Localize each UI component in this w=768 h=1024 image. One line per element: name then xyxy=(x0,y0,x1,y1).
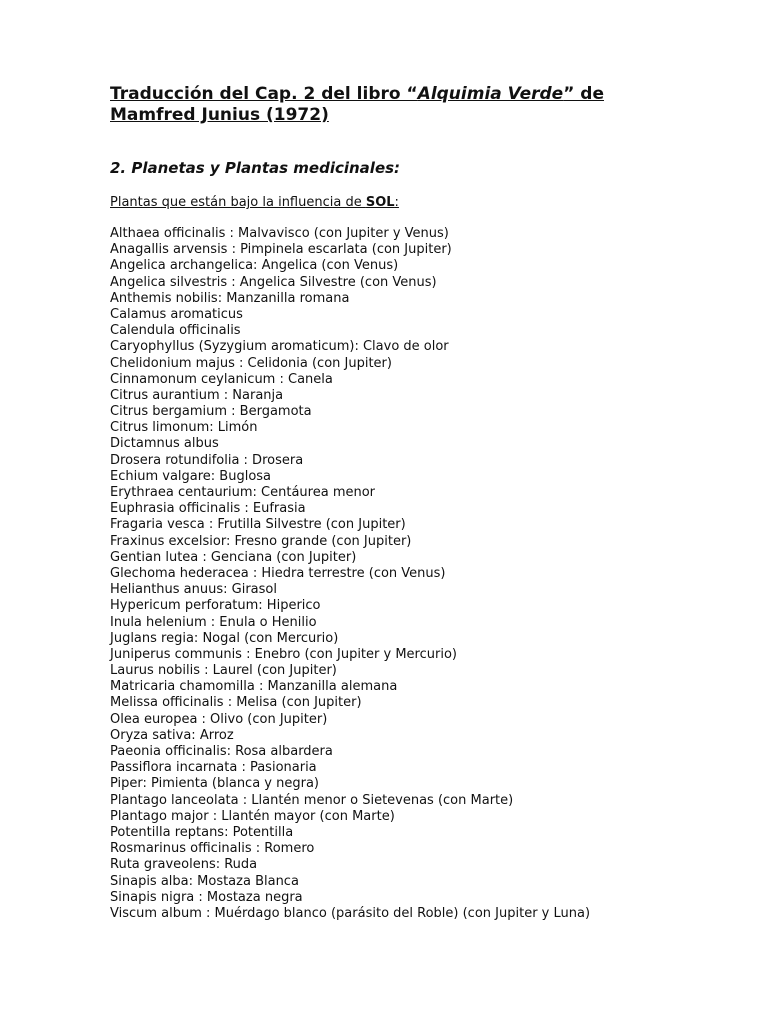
list-item: Calendula officinalis xyxy=(110,323,241,339)
list-item: Caryophyllus (Syzygium aromaticum): Clavo de olor xyxy=(110,339,449,355)
list-item: Laurus nobilis : Laurel (con Jupiter) xyxy=(110,663,337,679)
list-item: Inula helenium : Enula o Henilio xyxy=(110,614,317,630)
list-item: Plantago lanceolata : Llantén menor o Sietevenas (con Marte) xyxy=(110,792,514,808)
list-item: Fragaria vesca : Frutilla Silvestre (con Jupiter) xyxy=(110,517,406,533)
list-item: Erythraea centaurium: Centáurea menor xyxy=(110,485,376,500)
title-part1: Traducción del Cap. 2 del libro “ xyxy=(110,84,418,104)
list-item: Anagallis arvensis : Pimpinela escarlata (con Jupiter) xyxy=(110,242,452,258)
list-item: Ruta graveolens: Ruda xyxy=(110,857,258,873)
list-item: Juniperus communis : Enebro (con Jupiter y Mercurio) xyxy=(110,646,457,662)
subheading xyxy=(110,194,399,211)
list-item: Potentilla reptans: Potentilla xyxy=(110,824,294,840)
list-item: Sinapis nigra : Mostaza negra xyxy=(110,889,303,905)
list-item: Echium valgare: Buglosa xyxy=(110,468,272,484)
title-line2: Mamfred Junius (1972) xyxy=(110,105,329,125)
list-item: Passiflora incarnata : Pasionaria xyxy=(110,760,317,776)
list-item: Viscum album : Muérdago blanco (parásito del Roble) (con Jupiter y Luna) xyxy=(110,905,591,921)
list-item: Drosera rotundifolia : Drosera xyxy=(110,452,304,468)
list-item: Calamus aromaticus xyxy=(110,306,243,322)
document-page xyxy=(110,84,750,921)
subheading-suffix: : xyxy=(394,195,399,210)
list-item: Anthemis nobilis: Manzanilla romana xyxy=(110,290,350,306)
book-title: Alquimia Verde xyxy=(417,84,564,104)
list-item: Citrus aurantium : Naranja xyxy=(110,387,284,403)
list-item: Citrus limonum: Limón xyxy=(110,420,258,436)
list-item: Chelidonium majus : Celidonia (con Jupiter) xyxy=(110,355,392,371)
list-item: Oryza sativa: Arroz xyxy=(110,727,234,743)
list-item: Melissa officinalis : Melisa (con Jupiter) xyxy=(110,695,362,711)
plant-list xyxy=(110,226,750,922)
list-item: Rosmarinus officinalis : Romero xyxy=(110,841,315,857)
subheading-emphasis: SOL xyxy=(365,195,395,210)
list-item: Gentian lutea : Genciana (con Jupiter) xyxy=(110,549,357,565)
list-item: Cinnamonum ceylanicum : Canela xyxy=(110,371,333,387)
subheading-prefix: Plantas que están bajo la influencia de xyxy=(110,195,366,210)
document-title xyxy=(110,84,750,126)
list-item: Angelica silvestris : Angelica Silvestre (con Venus) xyxy=(110,274,437,290)
list-item: Matricaria chamomilla : Manzanilla alemana xyxy=(110,679,398,695)
list-item: Olea europea : Olivo (con Jupiter) xyxy=(110,711,328,727)
list-item: Sinapis alba: Mostaza Blanca xyxy=(110,873,299,889)
list-item: Juglans regia: Nogal (con Mercurio) xyxy=(110,630,339,646)
list-item: Angelica archangelica: Angelica (con Venus) xyxy=(110,258,399,274)
list-item: Glechoma hederacea : Hiedra terrestre (con Venus) xyxy=(110,565,446,581)
list-item: Helianthus anuus: Girasol xyxy=(110,582,277,598)
list-item: Citrus bergamium : Bergamota xyxy=(110,404,312,420)
section-heading: 2. Planetas y Plantas medicinales: xyxy=(110,159,401,177)
list-item: Piper: Pimienta (blanca y negra) xyxy=(110,776,320,792)
list-item: Dictamnus albus xyxy=(110,436,219,452)
list-item: Fraxinus excelsior: Fresno grande (con Jupiter) xyxy=(110,533,412,549)
list-item: Plantago major : Llantén mayor (con Marte) xyxy=(110,808,395,824)
list-item: Hypericum perforatum: Hiperico xyxy=(110,598,321,614)
list-item: Althaea officinalis : Malvavisco (con Jupiter y Venus) xyxy=(110,226,449,241)
title-part2: ” de xyxy=(563,84,604,104)
list-item: Euphrasia officinalis : Eufrasia xyxy=(110,501,306,517)
list-item: Paeonia officinalis: Rosa albardera xyxy=(110,744,333,759)
